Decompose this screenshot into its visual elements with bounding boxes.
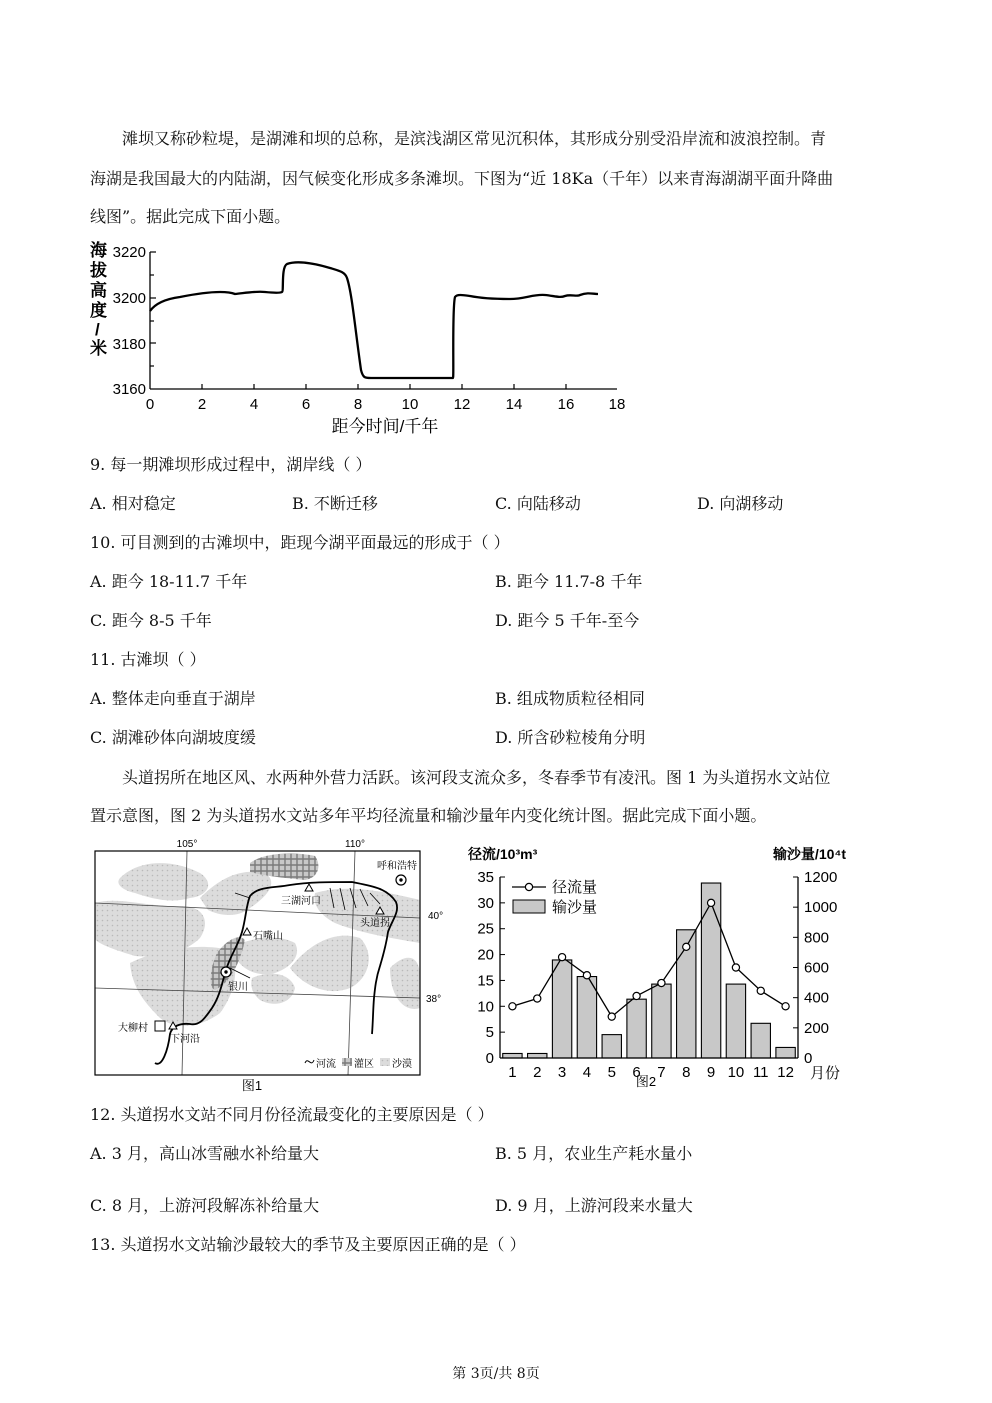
q12-option-d[interactable]: D. 9 月，上游河段来水量大 — [495, 1196, 693, 1215]
lon-105-label: 105° — [176, 839, 198, 850]
yinchuan-label: 银川 — [228, 982, 248, 993]
q10-stem: 10. 可目测到的古滩坝中，距现今湖平面最远的形成于（ ） — [90, 533, 510, 552]
legend-river: 河流 — [316, 1059, 336, 1070]
chart-ylabel-left: 径流/10³m³ — [468, 846, 538, 862]
q12-stem: 12. 头道拐水文站不同月份径流最变化的主要原因是（ ） — [90, 1105, 494, 1124]
lake-level-figure — [85, 238, 645, 438]
lake-ylabel — [89, 240, 108, 358]
sediment-bar-9 — [701, 883, 720, 1058]
sediment-bar-12 — [776, 1047, 795, 1058]
runoff-point-10 — [732, 964, 739, 971]
svg-text:海: 海 — [90, 241, 107, 260]
month-label-7: 7 — [657, 1064, 666, 1081]
shizuishan-label: 石嘴山 — [253, 931, 283, 942]
right-tick-label-1200: 1200 — [804, 869, 838, 886]
toudaoguai-label: 头道拐 — [360, 918, 390, 929]
svg-text:3160: 3160 — [112, 381, 146, 398]
sediment-bar-7 — [652, 984, 671, 1058]
month-label-11: 11 — [752, 1064, 769, 1081]
svg-text:2: 2 — [197, 396, 207, 413]
runoff-point-2 — [534, 995, 541, 1002]
left-tick-label-10: 10 — [477, 998, 494, 1016]
svg-text:拔: 拔 — [90, 261, 107, 280]
right-tick-label-1000: 1000 — [804, 899, 838, 917]
sediment-bar-3 — [552, 960, 571, 1058]
q9-stem: 9. 每一期滩坝形成过程中，湖岸线（ ） — [90, 455, 372, 474]
q12-option-c[interactable]: C. 8 月，上游河段解冻补给量大 — [90, 1196, 320, 1215]
legend-runoff-label: 径流量 — [552, 879, 598, 896]
runoff-sediment-chart — [460, 840, 860, 1090]
q11-option-b[interactable]: B. 组成物质粒径相同 — [495, 689, 645, 708]
legend-runoff-marker — [525, 883, 532, 890]
sediment-bar-10 — [726, 984, 745, 1058]
month-label-1: 1 — [508, 1064, 517, 1081]
svg-text:16: 16 — [557, 396, 575, 413]
month-label-6: 6 — [632, 1064, 641, 1081]
svg-text:12: 12 — [453, 396, 471, 413]
left-tick-label-35: 35 — [477, 869, 494, 886]
sanhukou-label: 三湖河口 — [281, 896, 321, 907]
q12-option-b[interactable]: B. 5 月，农业生产耗水量小 — [495, 1144, 693, 1163]
left-tick-label-15: 15 — [477, 972, 494, 990]
month-label-3: 3 — [557, 1064, 567, 1081]
q11-stem: 11. 古滩坝（ ） — [90, 650, 206, 669]
svg-text:8: 8 — [353, 396, 363, 413]
svg-text:14: 14 — [505, 396, 523, 413]
month-label-10: 10 — [727, 1064, 745, 1081]
legend-sediment-label: 输沙量 — [552, 899, 598, 916]
runoff-point-9 — [707, 899, 714, 906]
chart-xlabel: 月份 — [810, 1065, 841, 1082]
runoff-point-7 — [658, 979, 665, 986]
desert-legend-icon — [380, 1058, 390, 1066]
chart-caption: 图2 — [635, 1074, 657, 1089]
lake-ticks — [150, 252, 566, 389]
chart-ylabel-right: 输沙量/10⁴t — [772, 846, 846, 862]
svg-text:/: / — [95, 320, 100, 339]
q11-option-c[interactable]: C. 湖滩砂体向湖坡度缓 — [90, 728, 256, 747]
sediment-bar-4 — [577, 977, 596, 1058]
svg-text:18: 18 — [608, 396, 626, 413]
lake-level-curve — [150, 262, 598, 378]
svg-text:3180: 3180 — [112, 336, 146, 353]
right-tick-label-800: 800 — [804, 929, 830, 947]
runoff-point-11 — [757, 987, 764, 994]
right-tick-label-0: 0 — [804, 1050, 813, 1067]
q9-option-b[interactable]: B. 不断迁移 — [292, 494, 378, 513]
lake-yticks — [113, 244, 146, 398]
runoff-point-12 — [782, 1003, 789, 1010]
sediment-bar-1 — [503, 1053, 522, 1058]
map-caption: 图1 — [241, 1078, 263, 1093]
svg-text:3220: 3220 — [112, 244, 146, 261]
sediment-bar-5 — [602, 1035, 621, 1058]
svg-text:6: 6 — [301, 396, 311, 413]
q10-option-b[interactable]: B. 距今 11.7-8 千年 — [495, 572, 643, 591]
month-label-8: 8 — [682, 1064, 691, 1081]
left-tick-label-5: 5 — [485, 1024, 494, 1042]
right-tick-label-200: 200 — [804, 1019, 830, 1037]
sediment-bar-6 — [627, 999, 646, 1058]
runoff-point-4 — [583, 972, 590, 979]
q12-option-a[interactable]: A. 3 月，高山冰雪融水补给量大 — [90, 1144, 319, 1163]
huhehaote-label: 呼和浩特 — [377, 861, 417, 872]
runoff-point-6 — [633, 992, 640, 999]
q9-option-d[interactable]: D. 向湖移动 — [697, 494, 784, 513]
svg-text:10: 10 — [401, 396, 419, 413]
month-label-9: 9 — [706, 1064, 716, 1081]
passage1-line2: 海湖是我国最大的内陆湖，因气候变化形成多条滩坝。下图为“近 18Ka（千年）以来青海湖湖平面升降曲 — [90, 169, 834, 188]
q9-option-a[interactable]: A. 相对稳定 — [90, 494, 176, 513]
runoff-point-1 — [509, 1003, 516, 1010]
q9-option-c[interactable]: C. 向陆移动 — [495, 494, 581, 513]
q11-option-d[interactable]: D. 所含砂粒棱角分明 — [495, 728, 646, 747]
passage1-line1: 滩坝又称砂粒堤，是湖滩和坝的总称，是滨浅湖区常见沉积体，其形成分别受沿岸流和波浪控制。青 — [122, 129, 827, 148]
q10-option-c[interactable]: C. 距今 8-5 千年 — [90, 611, 212, 630]
map-legend — [305, 1057, 412, 1070]
runoff-point-3 — [558, 954, 565, 961]
svg-text:度: 度 — [90, 301, 107, 320]
svg-text:米: 米 — [90, 339, 107, 358]
page-footer: 第 3页/共 8页 — [452, 1366, 540, 1382]
passage2-line1: 头道拐所在地区风、水两种外营力活跃。该河段支流众多，冬春季节有凌汛。图 1 为头道拐水文站位 — [122, 768, 831, 787]
passage2-line2: 置示意图，图 2 为头道拐水文站多年平均径流量和输沙量年内变化统计图。据此完成下面小题。 — [90, 806, 767, 825]
right-tick-label-600: 600 — [804, 959, 830, 977]
q13-stem: 13. 头道拐水文站输沙最较大的季节及主要原因正确的是（ ） — [90, 1235, 526, 1254]
left-tick-label-25: 25 — [477, 920, 494, 938]
lon-110-label: 110° — [345, 839, 365, 850]
legend-desert: 沙漠 — [392, 1059, 412, 1070]
xiaheyan-label: 下河沿 — [170, 1034, 200, 1045]
q10-option-a[interactable]: A. 距今 18-11.7 千年 — [90, 572, 248, 591]
svg-text:0: 0 — [145, 396, 155, 413]
svg-text:高: 高 — [90, 281, 107, 300]
lake-xlabel: 距今时间/千年 — [331, 417, 439, 436]
month-label-4: 4 — [582, 1064, 592, 1081]
sediment-bar-2 — [528, 1053, 547, 1058]
month-label-12: 12 — [777, 1064, 794, 1081]
lat-40-label: 40° — [428, 911, 444, 922]
month-label-2: 2 — [533, 1064, 542, 1081]
legend-irrigation: 灌区 — [354, 1059, 374, 1070]
sediment-bar-11 — [751, 1023, 770, 1058]
svg-text:3200: 3200 — [112, 290, 146, 307]
daliucun-label: 大柳村 — [118, 1023, 148, 1034]
left-tick-label-30: 30 — [477, 894, 494, 912]
q11-option-a[interactable]: A. 整体走向垂直于湖岸 — [90, 689, 256, 708]
month-label-5: 5 — [607, 1064, 616, 1081]
left-tick-label-20: 20 — [477, 946, 494, 964]
runoff-point-8 — [683, 943, 690, 950]
lake-xticks — [146, 396, 626, 413]
right-tick-label-400: 400 — [804, 989, 830, 1007]
runoff-point-5 — [608, 1013, 615, 1020]
svg-text:4: 4 — [249, 396, 259, 413]
map-figure — [90, 838, 452, 1096]
legend-sediment-swatch — [513, 900, 545, 913]
q10-option-d[interactable]: D. 距今 5 千年-至今 — [495, 611, 640, 630]
lat-38-label: 38° — [426, 994, 442, 1005]
passage1-line3: 线图”。据此完成下面小题。 — [90, 207, 291, 226]
irrigation-legend-icon — [342, 1058, 352, 1066]
left-tick-label-0: 0 — [485, 1050, 494, 1067]
